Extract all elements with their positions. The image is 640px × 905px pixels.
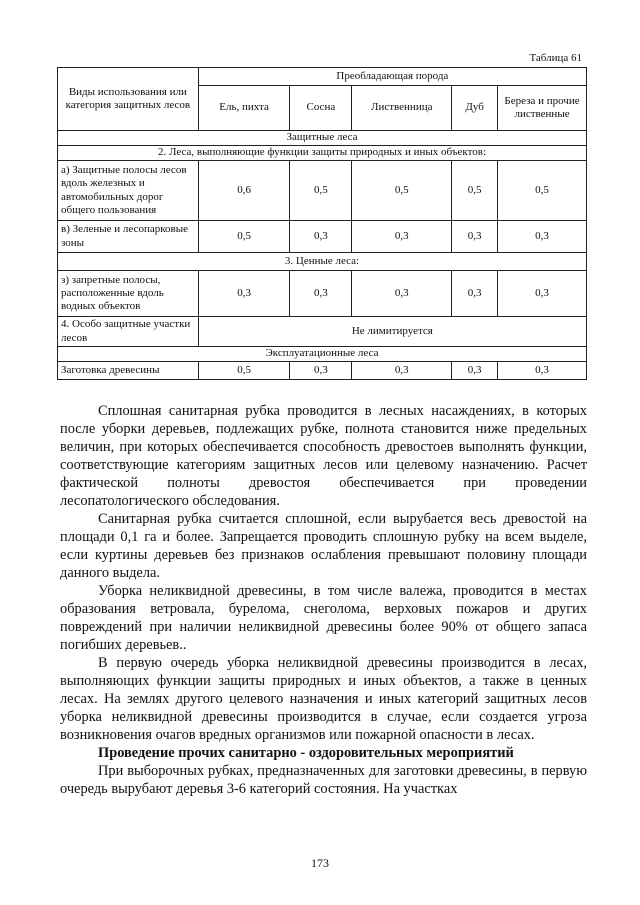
row-value: 0,3 xyxy=(290,221,352,253)
section-exploitation: Эксплуатационные леса xyxy=(58,347,587,362)
row-value: 0,3 xyxy=(290,271,352,317)
row-value: 0,5 xyxy=(452,161,498,221)
row-label: Заготовка древесины xyxy=(58,362,199,380)
row-value: 0,5 xyxy=(498,161,587,221)
row-value: 0,5 xyxy=(198,362,290,380)
header-species: Береза и прочие лиственные xyxy=(498,86,587,131)
row-value: 0,5 xyxy=(290,161,352,221)
row-value: 0,5 xyxy=(352,161,452,221)
header-species: Сосна xyxy=(290,86,352,131)
row-label: з) запретные полосы, расположенные вдоль водных объектов xyxy=(58,271,199,317)
species-table xyxy=(57,67,587,380)
row-value: 0,3 xyxy=(290,362,352,380)
row-value: 0,5 xyxy=(198,221,290,253)
header-species: Ель, пихта xyxy=(198,86,290,131)
row-label: а) Защитные полосы лесов вдоль железных и автомобильных дорог общего пользования xyxy=(58,161,199,221)
paragraph: Уборка неликвидной древесины, в том числе валежа, проводится в местах образования ветровала, бурелома, снеголома, верховых пожаров и других повреждений при наличии неликвидной древесины более 90% от общего запаса погибших деревьев.. xyxy=(60,583,587,653)
row-label: в) Зеленые и лесопарковые зоны xyxy=(58,221,199,253)
section-valuable: 3. Ценные леса: xyxy=(58,253,587,271)
row-value: 0,3 xyxy=(498,271,587,317)
section-protective: Защитные леса xyxy=(58,131,587,146)
row-value: 0,3 xyxy=(452,362,498,380)
row-value: 0,3 xyxy=(352,362,452,380)
page-number: 173 xyxy=(311,856,329,870)
header-species: Дуб xyxy=(452,86,498,131)
row-value: 0,3 xyxy=(452,271,498,317)
body-text xyxy=(60,402,587,798)
row-label: 4. Особо защитные участки лесов xyxy=(58,317,199,347)
row-value: 0,3 xyxy=(352,271,452,317)
section-protective-sub: 2. Леса, выполняющие функции защиты природных и иных объектов: xyxy=(58,146,587,161)
table-caption: Таблица 61 xyxy=(529,52,582,64)
header-species: Лиственница xyxy=(352,86,452,131)
table-row xyxy=(58,317,587,347)
row-value: 0,3 xyxy=(198,271,290,317)
row-value: 0,3 xyxy=(498,362,587,380)
paragraph: При выборочных рубках, предназначенных для заготовки древесины, в первую очередь вырубают деревья 3-6 категорий состояния. На участках xyxy=(60,763,587,797)
paragraph: В первую очередь уборка неликвидной древесины производится в лесах, выполняющих функции защиты природных и иных объектов, а также в ценных лесах. На землях другого целевого назначения и иных категорий защитных лесов уборка неликвидной древесины производится в случае, если создается угроза возникновения очагов вредных организмов или пожарной опасности в лесах. xyxy=(60,655,587,743)
paragraph: Сплошная санитарная рубка проводится в лесных насаждениях, в которых после уборки деревьев, подлежащих рубке, полнота становится ниже предельных величин, при которых обеспечивается способность древостоев выполнять функции, соответствующие категориям защитных лесов или целевому назначению. Расчет фактической полноты древостоя обеспечивается при проведении лесопатологического обследования. xyxy=(60,403,587,509)
paragraph: Санитарная рубка считается сплошной, если вырубается весь древостой на площади 0,1 га и более. Запрещается проводить сплошную рубку на всем выделе, если куртины деревьев без признаков ослабления превышают половину площади данного выдела. xyxy=(60,511,587,581)
table-row xyxy=(58,161,587,221)
header-use-type: Виды использования или категория защитных лесов xyxy=(58,68,199,131)
table-row xyxy=(58,271,587,317)
row-value: 0,3 xyxy=(352,221,452,253)
row-merged-value: Не лимитируется xyxy=(198,317,586,347)
table-row xyxy=(58,221,587,253)
row-value: 0,3 xyxy=(498,221,587,253)
row-value: 0,6 xyxy=(198,161,290,221)
section-heading: Проведение прочих санитарно - оздоровительных мероприятий xyxy=(98,745,514,761)
row-value: 0,3 xyxy=(452,221,498,253)
header-dominant-species: Преобладающая порода xyxy=(198,68,586,86)
table-row xyxy=(58,362,587,380)
